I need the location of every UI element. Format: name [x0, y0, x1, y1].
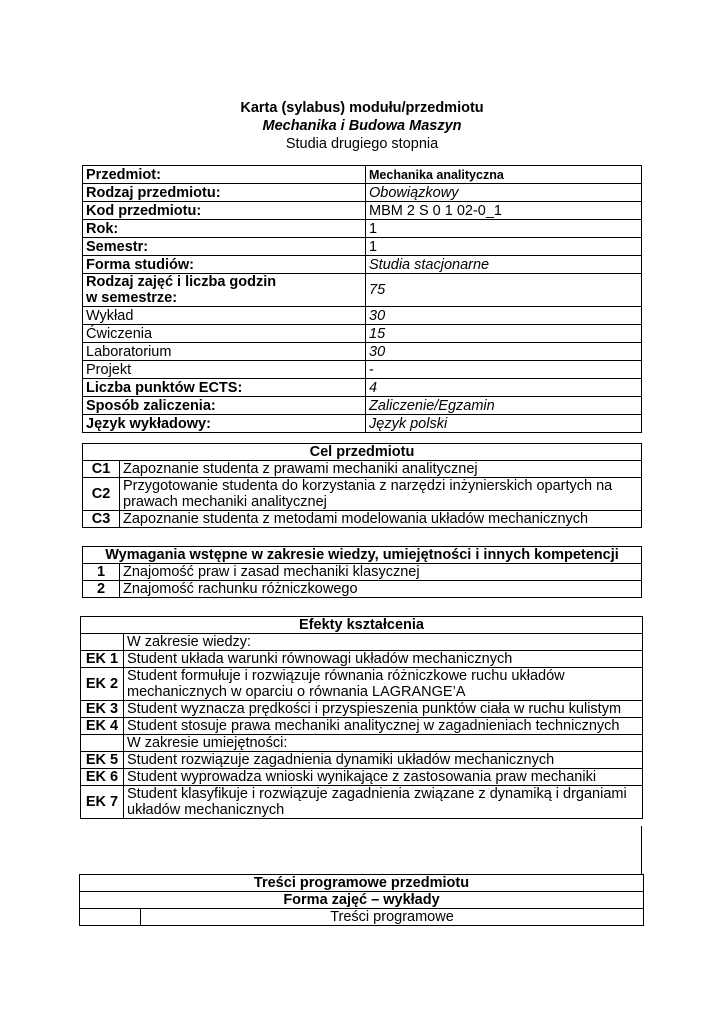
outcome-text: Student układa warunki równowagi układów mechanicznych: [124, 651, 643, 668]
table-row: [81, 769, 643, 786]
info-label: Wykład: [83, 307, 366, 325]
info-label: Liczba punktów ECTS:: [83, 379, 366, 397]
info-value: 30: [366, 343, 642, 361]
table-row: [81, 651, 643, 668]
course-content-table: [79, 874, 644, 926]
table-row: [83, 379, 642, 397]
document-header: [0, 99, 724, 153]
info-value: 75: [366, 274, 642, 307]
outcome-text: [124, 786, 643, 819]
section-title: Treści programowe przedmiotu: [80, 875, 644, 892]
table-header-row: [81, 617, 643, 634]
info-value: -: [366, 361, 642, 379]
table-row: [83, 581, 642, 598]
info-value: Studia stacjonarne: [366, 256, 642, 274]
outcome-text-line: mechanicznych w oparciu o równania LAGRANGE’A: [127, 684, 466, 700]
prerequisite-code: 1: [83, 564, 120, 581]
section-title: Efekty kształcenia: [81, 617, 643, 634]
table-row: [83, 184, 642, 202]
outcome-group-label: W zakresie wiedzy:: [124, 634, 643, 651]
info-label: Projekt: [83, 361, 366, 379]
info-label: Forma studiów:: [83, 256, 366, 274]
table-row: [83, 220, 642, 238]
prerequisite-code: 2: [83, 581, 120, 598]
outcome-code: EK 2: [81, 668, 124, 701]
table-row: [81, 668, 643, 701]
table-row: [83, 361, 642, 379]
table-row: [83, 202, 642, 220]
prerequisite-text: Znajomość praw i zasad mechaniki klasycznej: [120, 564, 642, 581]
doc-field-of-study: Mechanika i Budowa Maszyn: [262, 118, 462, 134]
outcome-text: Student stosuje prawa mechaniki analitycznej w zagadnieniach technicznych: [124, 718, 643, 735]
info-value: 30: [366, 307, 642, 325]
info-value: 15: [366, 325, 642, 343]
class-form-title: Forma zajęć – wykłady: [80, 892, 644, 909]
outcome-group-label: W zakresie umiejętności:: [124, 735, 643, 752]
table-row: [81, 634, 643, 651]
outcome-text: [124, 668, 643, 701]
outcome-text-line: Student formułuje i rozwiązuje równania różniczkowe ruchu układów: [127, 668, 565, 684]
info-value: 4: [366, 379, 642, 397]
info-label: Laboratorium: [83, 343, 366, 361]
table-row: [83, 415, 642, 433]
outcome-text-line: układów mechanicznych: [127, 802, 285, 818]
table-row: [81, 718, 643, 735]
table-row: [83, 307, 642, 325]
prerequisites-table: [82, 546, 642, 598]
info-label: Język wykładowy:: [83, 415, 366, 433]
table-row: [83, 343, 642, 361]
table-header-row: [83, 444, 642, 461]
info-label-line: w semestrze:: [86, 290, 178, 306]
objective-code: C2: [83, 478, 120, 511]
info-label: [83, 274, 366, 307]
table-row: [81, 786, 643, 819]
info-label: Semestr:: [83, 238, 366, 256]
table-row: [83, 461, 642, 478]
table-row: [81, 735, 643, 752]
info-label: Rok:: [83, 220, 366, 238]
table-row: [80, 909, 644, 926]
table-row: [83, 274, 642, 307]
table-row: [83, 564, 642, 581]
content-column-header: Treści programowe: [141, 909, 644, 926]
table-row: [83, 511, 642, 528]
table-row: [83, 166, 642, 184]
info-value: MBM 2 S 0 1 02-0_1: [366, 202, 642, 220]
outcome-text-line: Student klasyfikuje i rozwiązuje zagadnienia związane z dynamiką i drganiami: [127, 786, 627, 802]
prerequisite-text: Znajomość rachunku różniczkowego: [120, 581, 642, 598]
info-label: Kod przedmiotu:: [83, 202, 366, 220]
section-title: Cel przedmiotu: [83, 444, 642, 461]
doc-title: Karta (sylabus) modułu/przedmiotu: [240, 100, 484, 116]
section-title: Wymagania wstępne w zakresie wiedzy, umiejętności i innych kompetencji: [83, 547, 642, 564]
table-row: [81, 752, 643, 769]
outcome-text: Student wyznacza prędkości i przyspieszenia punktów ciała w ruchu kulistym: [124, 701, 643, 718]
objective-text: Zapoznanie studenta z prawami mechaniki analitycznej: [120, 461, 642, 478]
doc-study-level: Studia drugiego stopnia: [285, 136, 439, 152]
table-header-row: [80, 875, 644, 892]
info-value: Mechanika analityczna: [366, 166, 642, 184]
table-row: [83, 478, 642, 511]
content-code-header: [80, 909, 141, 926]
learning-outcomes-table: [80, 616, 643, 819]
info-value: Język polski: [366, 415, 642, 433]
table-row: [83, 256, 642, 274]
info-label: Ćwiczenia: [83, 325, 366, 343]
objective-text-line: prawach mechaniki analitycznej: [123, 494, 327, 510]
course-info-table: [82, 165, 642, 433]
objective-text: Zapoznanie studenta z metodami modelowania układów mechanicznych: [120, 511, 642, 528]
objective-text: [120, 478, 642, 511]
info-value: 1: [366, 238, 642, 256]
table-border-line: [641, 826, 642, 874]
table-header-row: [80, 892, 644, 909]
table-row: [83, 397, 642, 415]
outcome-code: EK 4: [81, 718, 124, 735]
outcome-code: [81, 634, 124, 651]
outcome-code: [81, 735, 124, 752]
table-header-row: [83, 547, 642, 564]
info-label: Rodzaj przedmiotu:: [83, 184, 366, 202]
objective-code: C3: [83, 511, 120, 528]
outcome-text: Student wyprowadza wnioski wynikające z zastosowania praw mechaniki: [124, 769, 643, 786]
table-row: [81, 701, 643, 718]
info-label-line: Rodzaj zajęć i liczba godzin: [86, 274, 277, 290]
outcome-code: EK 7: [81, 786, 124, 819]
outcome-code: EK 3: [81, 701, 124, 718]
course-objectives-table: [82, 443, 642, 528]
info-label: Przedmiot:: [83, 166, 366, 184]
info-value: 1: [366, 220, 642, 238]
objective-text-line: Przygotowanie studenta do korzystania z narzędzi inżynierskich opartych na: [123, 478, 613, 494]
objective-code: C1: [83, 461, 120, 478]
table-row: [83, 238, 642, 256]
info-value: Zaliczenie/Egzamin: [366, 397, 642, 415]
info-label: Sposób zaliczenia:: [83, 397, 366, 415]
outcome-code: EK 5: [81, 752, 124, 769]
outcome-code: EK 1: [81, 651, 124, 668]
info-value: Obowiązkowy: [366, 184, 642, 202]
table-row: [83, 325, 642, 343]
outcome-text: Student rozwiązuje zagadnienia dynamiki układów mechanicznych: [124, 752, 643, 769]
outcome-code: EK 6: [81, 769, 124, 786]
